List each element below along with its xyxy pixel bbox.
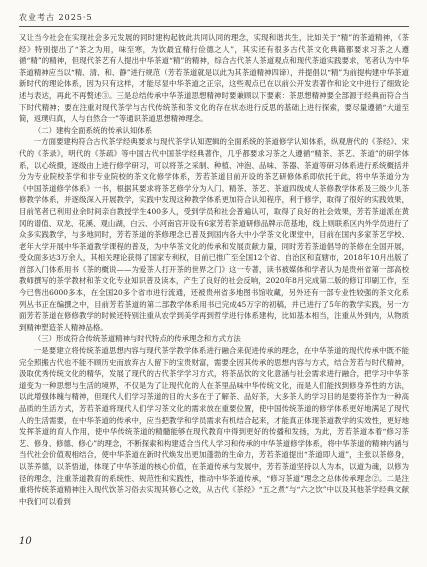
article-body	[19, 32, 409, 507]
section-heading-2: （二）建构全面系统的传承认知体系	[33, 125, 153, 135]
running-header	[19, 10, 409, 27]
page-number: 10	[19, 536, 32, 547]
journal-name: 农业考古 2025·5	[19, 13, 93, 22]
paragraph-2: 一方面要建构符合古代茶学经典要求与现代茶学认知逻辑的全面系统的茶道修学认知体系，纵观唐代的《茶经》、宋代的《茶录》，明代的《茶疏》等中国古代中国茶学经典著作，几乎都要求习茶之人遵循“精茶、茶艺、茶道”的研学体系，以心统摄，逐级由上进行修学研习，可以将茶之采制、种植、冲泡、品味、茶器、茶道等研习体系进行系统概括并分为专业院校茶学和非专业院校的茶文化修学体系，芳若茶道目前开设的茶艺研修体系即依托于此，将中华茶道分为《中国茶道修学体系》一书，根据其要求将茶艺修学分为入门、精茶、茶艺、茶道四级成人茶修教学体系及三级少儿茶修教学体系，并逐级深入开展教学，实践中发现这种教学体系更加符合认知程序，利于修学，取得了很好的实践效果，目前笔者已利用业余时间亲自教授学生400多人，受到学员和社会普遍认可，取得了良好的社会效果，芳若茶道派在黄冈的谱值、双龙、花溪、观山湖，白云、小河南宫开设有6家芳若茶道研修品牌示范基地，线上则联系区内外学员进行了众多实践教学，与多地同时，芳若茶道的茶修理念已普及到国内各大中小学茶文化课堂中，目前在国内多家茶艺学校、老年大学开展中华茶道教学课程的普及，为中华茶文化的传承和发展贡献力量，同时芳若茶道倡导的茶修在全国开展，受众面多达3万余人，其相关理论获得了国家专利权，目前已推广至全国12个省、自治区和直辖市，2018年10月出版了首部入门体系用书《茶的概说——为爱茶人打开茶的世界之门》这一专著，读书被媒体和学者认为是贵州省第一部高校教师撰写的茶学教材和茶文化专业知识普及读本，产生了良好的社会反响，2020年8月完成第二版的修订印刷工作，至今已售出6000多本，在全国20多个省市进行流通，还被贵州省多地图书馆收藏，另外还有一部专业性较强的茶文化系列丛书正在编撰之中，目前芳若茶道的第二部教学体系用书已完成45万字的初稿，并已进行了5年的教学实践，另一方面芳若茶道在修修教学的时候还特别注重从农学到美学再到哲学进行体系建构，比如基本相当，注重从外到内，从物质到精神塑造茶人精神品格。	[19, 137, 409, 332]
paragraph-3: 一是要建立将传统茶道思想内容与现代茶学教学体系进行融合来促进传承的理念，在中华茶道的现代传承中既不能完全照搬古代也不能不顾历史而放弃古人留下的宝贵财富，需要全因其传承的思想内容与方式，结合芳若与时代精神，汲取优秀传统文化的精华，发展了现代的古代茶学学习方式，将茶品饮的文化意涵与社会需求进行融合，把学习中华茶道变为一种思想与生活的境界，不仅是为了让现代化的人在茶里品味中华传统文化，而是人们能找到修身养性的方法，以此增强体魄与精神，但现代人们学习茶道的目的大多在于了解茶、品好茶，大多茶人的学习目的是要将茶作为一种高品质的生活方式，芳若茶道将现代人们学习茶文化的需求放在重要位置，使中国传统茶道的修学体系更好地满足了现代人的生活需要，在中华茶道的传承中，应当把教学和学员需求有机结合起来，才能真正体现茶道教学的实效性，更好地发挥茶道的育人作用，使中华传统茶道的精髓能够在现代教育中得到更好的传播和发扬，为此，芳若茶道本着“修习茶艺、修身、修德、修心”的理念，不断探索和构建适合当代人学习和传承的中华茶道修学体系，将中华茶道的精神内涵与当代社会价值观相结合，使中华茶道在新时代焕发出更加蓬勃的生命力，芳若茶道提出“茶道即人道”，主张以茶修身，以茶养德，以茶悟道，体现了中华茶道的核心价值，在茶道传承与发展中，芳若茶道坚持以人为本，以道为魂，以修为径的理念，注重茶道教育的系统性、规范性和实践性，推动中华茶道传承，“修习茶道”理念之总体传承理念②。二是注重将传统茶道精神注入现代饮茶习俗去实现其修心之效，从古代《茶经》“五之煮”与“六之饮”中以及其他茶学经典文献中我们可以看到	[19, 346, 409, 506]
paragraph-1: 又让当今社会在实现社会多元发展的同时建构起彼此共同认同的理念，实现和谐共生，比如关于“精”的茶道精神，《茶经》特别提出了“茶之为用，味至寒，为饮最宜精行俭德之人”，其实还有很多古代茶文化典籍都要求习茶之人遵循“精”的精神，但现代茶艺有人提出中华茶道“精”的精神，综合古代茶人茶道观点和现代茶道实践要求，笔者认为中华茶道精神应当以“精、清、和、静”进行规范（芳若茶道就是以此为其茶道精神四谛），并提倡以“精”为前提构建中华茶道新时代的理论体系，因为只有这样，才能尽显中华茶道之正宗，这些观点已在以前公开发表著作和论文中进行了细致论述与表达，再此不再赘述③。三是总结传承中华茶道思想精神时要兼顾以下要素：茶思想精神要全部源于经典而符合当下时代精神；要在注重对现代茶学与古代传统茶和茶文化的存在状态进行反思的基础上进行探索，要尽量遵循“大道至简，返璞归真，人与自然合一”等通识茶道思想精神理念。	[19, 33, 409, 124]
section-heading-3: （三）形成符合传统茶道精神与时代特点的传承理念和方式方法	[33, 334, 241, 344]
